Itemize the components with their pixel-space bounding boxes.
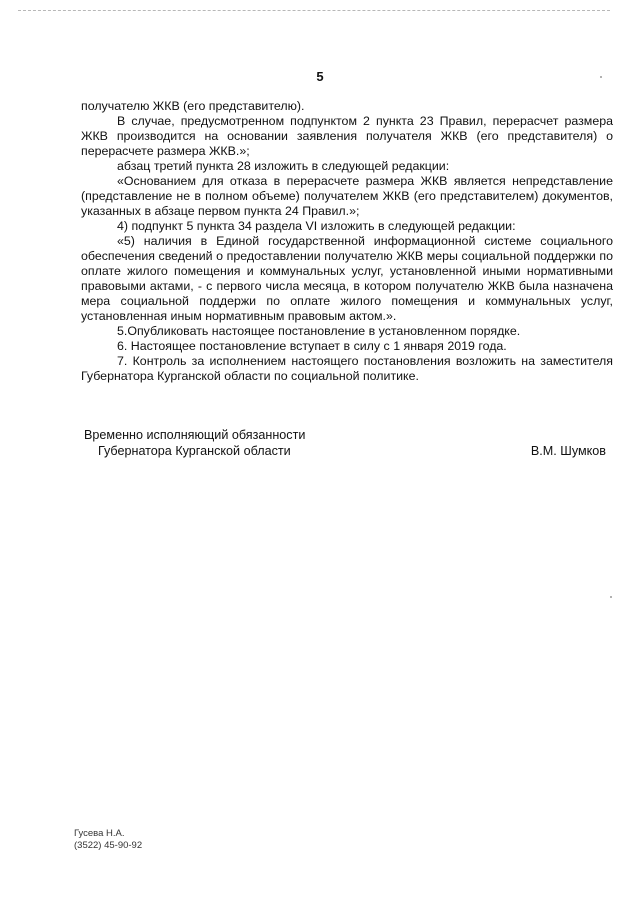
paragraph: «5) наличия в Единой государственной информационной системе социального обеспечения сведений о предоставлении получателю ЖКВ меры социальной поддержки по оплате жилого помещения и коммунальных услуг, установленной иными нормативными правовыми актами, - с первого числа месяца, в котором получателю ЖКВ была назначена мера социальной поддержи по оплате жилого помещения и коммунальных услуг, установленная иным нормативным правовым актом.». <box>81 234 613 323</box>
paragraph: «Основанием для отказа в перерасчете размера ЖКВ является непредставление (представление не в полном объеме) получателем ЖКВ (его представителем) документов, указанных в абзаце первом пункта 24 Правил.»; <box>81 174 613 218</box>
executor-info <box>74 828 142 852</box>
executor-name: Гусева Н.А. <box>74 828 125 839</box>
paragraph: абзац третий пункта 28 изложить в следующей редакции: <box>117 159 450 173</box>
signatory-name: В.М. Шумков <box>530 444 606 458</box>
scan-speck <box>610 596 612 598</box>
signatory-title-line: Временно исполняющий обязанности <box>84 428 306 442</box>
executor-phone: (3522) 45-90-92 <box>74 840 143 851</box>
document-body <box>81 99 613 384</box>
paragraph: 6. Настоящее постановление вступает в силу с 1 января 2019 года. <box>117 339 507 353</box>
paragraph: 5.Опубликовать настоящее постановление в установленном порядке. <box>117 324 521 338</box>
signatory-title <box>84 427 305 459</box>
signatory-title-line: Губернатора Курганской области <box>98 444 291 458</box>
paragraph: 7. Контроль за исполнением настоящего постановления возложить на заместителя Губернатора Курганской области по социальной политике. <box>81 354 613 383</box>
scan-artifact-line <box>18 10 610 11</box>
page-number: 5 <box>316 69 324 84</box>
paragraph: В случае, предусмотренном подпунктом 2 пункта 23 Правил, перерасчет размера ЖКВ производится на основании заявления получателя ЖКВ (его представителя) о перерасчете размера ЖКВ.»; <box>81 114 613 158</box>
paragraph: 4) подпункт 5 пункта 34 раздела VI изложить в следующей редакции: <box>117 219 516 233</box>
paragraph: получателю ЖКВ (его представителю). <box>81 99 305 113</box>
